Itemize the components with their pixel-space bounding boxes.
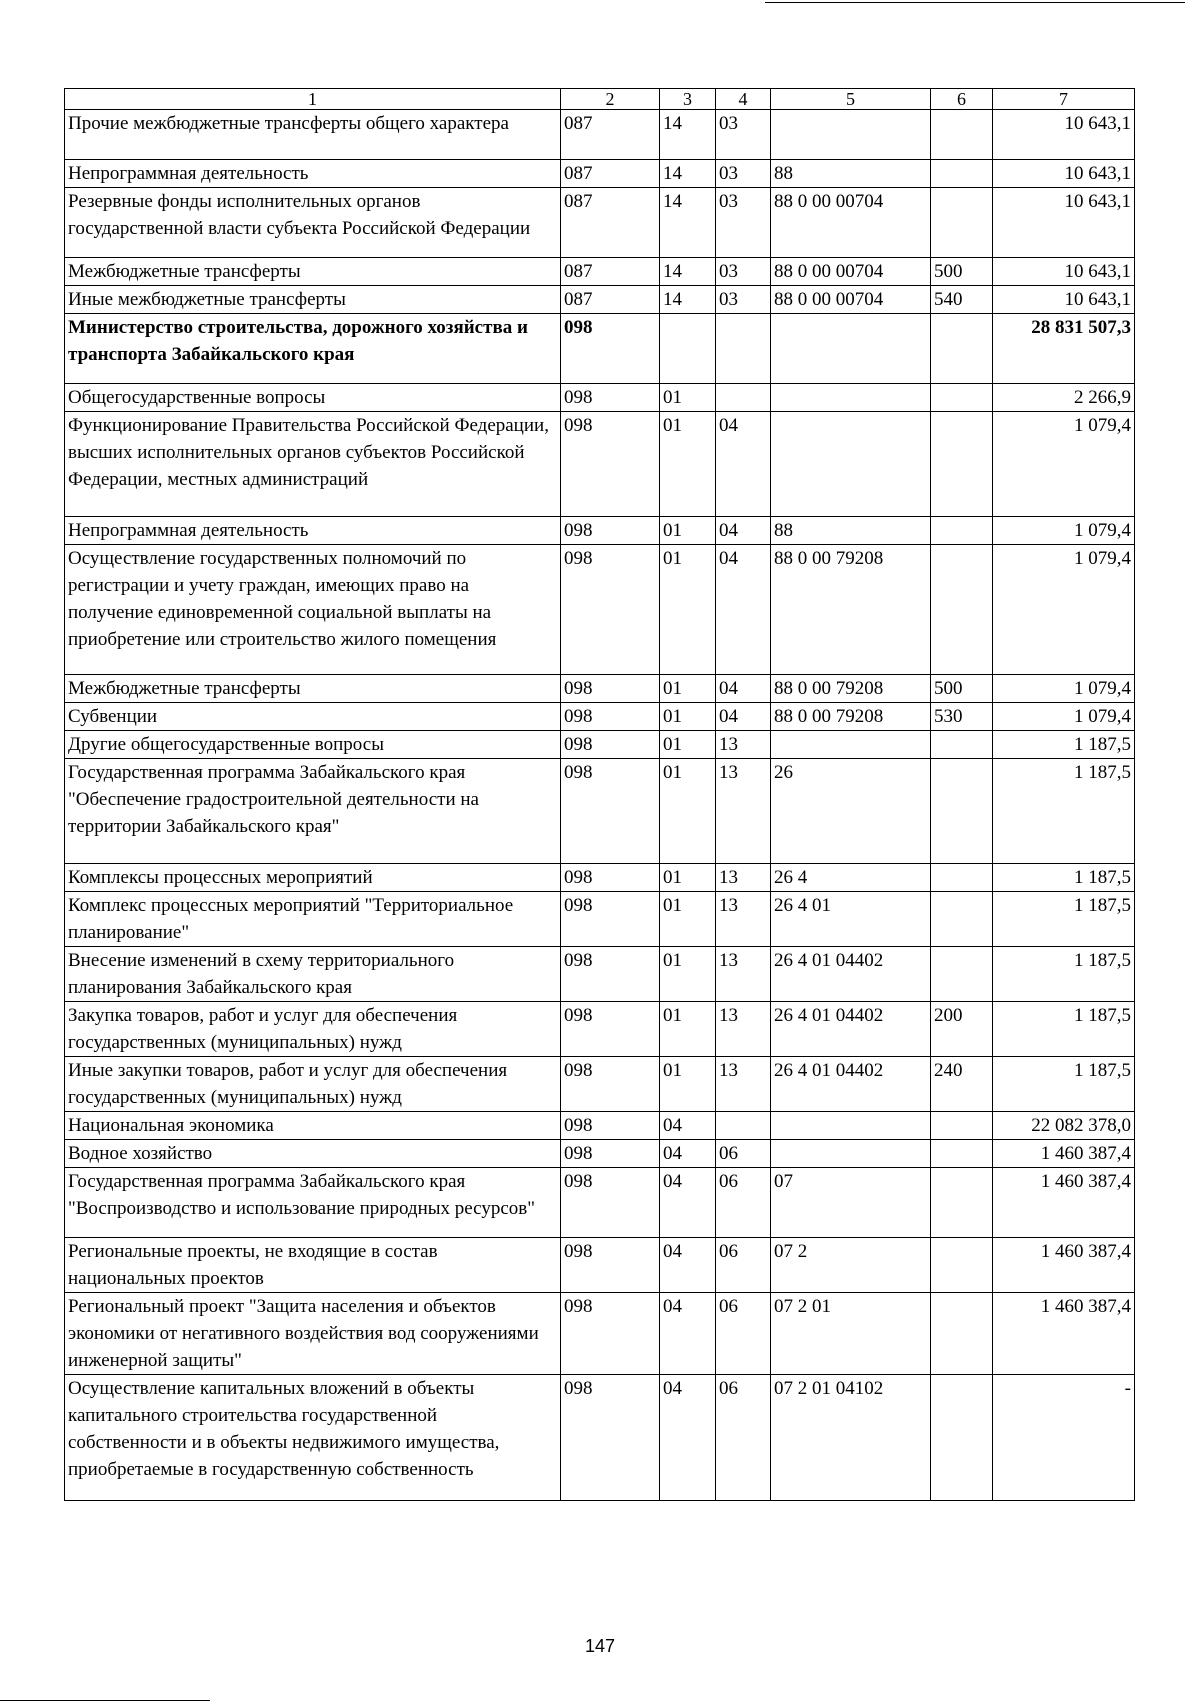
expense-type-cell bbox=[931, 947, 993, 1002]
subsection-code-cell: 03 bbox=[716, 286, 771, 314]
target-article-cell: 26 bbox=[771, 759, 931, 864]
subsection-code-cell: 06 bbox=[716, 1168, 771, 1238]
section-code-cell: 04 bbox=[660, 1238, 716, 1293]
section-code-cell: 04 bbox=[660, 1293, 716, 1375]
amount-cell: 10 643,1 bbox=[993, 160, 1135, 188]
table-row bbox=[65, 892, 1135, 947]
amount-cell: 1 187,5 bbox=[993, 1057, 1135, 1112]
item-name-cell: Осуществление капитальных вложений в объекты капитального строительства государственной собственности и в объекты недвижимого имущества, приобретаемые в государственную собственность bbox=[65, 1375, 561, 1501]
section-code-cell: 14 bbox=[660, 258, 716, 286]
expense-type-cell bbox=[931, 731, 993, 759]
subsection-code-cell: 04 bbox=[716, 675, 771, 703]
ministry-code-cell: 098 bbox=[561, 759, 660, 864]
amount-cell: 28 831 507,3 bbox=[993, 314, 1135, 384]
amount-cell: 1 460 387,4 bbox=[993, 1293, 1135, 1375]
ministry-code-cell: 098 bbox=[561, 1293, 660, 1375]
amount-cell: 1 079,4 bbox=[993, 412, 1135, 517]
ministry-code-cell: 087 bbox=[561, 258, 660, 286]
table-row bbox=[65, 675, 1135, 703]
target-article-cell: 07 2 01 04102 bbox=[771, 1375, 931, 1501]
table-row bbox=[65, 1140, 1135, 1168]
amount-cell: 1 079,4 bbox=[993, 545, 1135, 675]
item-name-cell: Государственная программа Забайкальского края "Воспроизводство и использование природных ресурсов" bbox=[65, 1168, 561, 1238]
table-row bbox=[65, 864, 1135, 892]
col-header-2: 2 bbox=[561, 89, 660, 110]
item-name-cell: Непрограммная деятельность bbox=[65, 160, 561, 188]
budget-table bbox=[64, 88, 1135, 1501]
amount-cell: 1 187,5 bbox=[993, 731, 1135, 759]
section-code-cell: 01 bbox=[660, 947, 716, 1002]
target-article-cell: 26 4 bbox=[771, 864, 931, 892]
ministry-code-cell: 098 bbox=[561, 675, 660, 703]
target-article-cell: 26 4 01 04402 bbox=[771, 1002, 931, 1057]
item-name-cell: Межбюджетные трансферты bbox=[65, 258, 561, 286]
ministry-code-cell: 087 bbox=[561, 286, 660, 314]
target-article-cell bbox=[771, 412, 931, 517]
amount-cell: 1 187,5 bbox=[993, 759, 1135, 864]
target-article-cell: 88 0 00 79208 bbox=[771, 703, 931, 731]
section-code-cell: 04 bbox=[660, 1168, 716, 1238]
ministry-code-cell: 098 bbox=[561, 1168, 660, 1238]
item-name-cell: Субвенции bbox=[65, 703, 561, 731]
table-row bbox=[65, 412, 1135, 517]
expense-type-cell bbox=[931, 1112, 993, 1140]
item-name-cell: Функционирование Правительства Российской Федерации, высших исполнительных органов субъектов Российской Федерации, местных администраций bbox=[65, 412, 561, 517]
subsection-code-cell: 06 bbox=[716, 1140, 771, 1168]
amount-cell: 1 187,5 bbox=[993, 864, 1135, 892]
table-row bbox=[65, 314, 1135, 384]
subsection-code-cell bbox=[716, 384, 771, 412]
target-article-cell: 07 bbox=[771, 1168, 931, 1238]
amount-cell: 1 460 387,4 bbox=[993, 1238, 1135, 1293]
page-number: 147 bbox=[584, 1636, 616, 1656]
section-code-cell: 04 bbox=[660, 1140, 716, 1168]
target-article-cell: 88 0 00 79208 bbox=[771, 545, 931, 675]
section-code-cell: 01 bbox=[660, 892, 716, 947]
col-header-3: 3 bbox=[660, 89, 716, 110]
subsection-code-cell: 13 bbox=[716, 892, 771, 947]
item-name-cell: Прочие межбюджетные трансферты общего характера bbox=[65, 110, 561, 160]
expense-type-cell bbox=[931, 1238, 993, 1293]
amount-cell: 10 643,1 bbox=[993, 286, 1135, 314]
amount-cell: 10 643,1 bbox=[993, 110, 1135, 160]
col-header-1: 1 bbox=[65, 89, 561, 110]
ministry-code-cell: 087 bbox=[561, 160, 660, 188]
section-code-cell: 01 bbox=[660, 731, 716, 759]
target-article-cell: 88 0 00 00704 bbox=[771, 286, 931, 314]
subsection-code-cell: 13 bbox=[716, 864, 771, 892]
subsection-code-cell: 13 bbox=[716, 731, 771, 759]
section-code-cell: 04 bbox=[660, 1112, 716, 1140]
table-row bbox=[65, 947, 1135, 1002]
amount-cell: 10 643,1 bbox=[993, 188, 1135, 258]
item-name-cell: Комплекс процессных мероприятий "Территориальное планирование" bbox=[65, 892, 561, 947]
target-article-cell bbox=[771, 314, 931, 384]
section-code-cell: 01 bbox=[660, 545, 716, 675]
amount-cell: 22 082 378,0 bbox=[993, 1112, 1135, 1140]
table-row bbox=[65, 1057, 1135, 1112]
amount-cell: - bbox=[993, 1375, 1135, 1501]
table-row bbox=[65, 703, 1135, 731]
table-row bbox=[65, 110, 1135, 160]
col-header-4: 4 bbox=[716, 89, 771, 110]
item-name-cell: Другие общегосударственные вопросы bbox=[65, 731, 561, 759]
ministry-code-cell: 098 bbox=[561, 384, 660, 412]
target-article-cell: 26 4 01 04402 bbox=[771, 947, 931, 1002]
expense-type-cell bbox=[931, 759, 993, 864]
column-number-row bbox=[65, 89, 1135, 110]
ministry-code-cell: 098 bbox=[561, 731, 660, 759]
expense-type-cell bbox=[931, 545, 993, 675]
target-article-cell: 88 0 00 00704 bbox=[771, 188, 931, 258]
target-article-cell: 88 bbox=[771, 517, 931, 545]
table-row bbox=[65, 1112, 1135, 1140]
ministry-code-cell: 098 bbox=[561, 1057, 660, 1112]
target-article-cell: 26 4 01 bbox=[771, 892, 931, 947]
table-row bbox=[65, 545, 1135, 675]
expense-type-cell: 500 bbox=[931, 675, 993, 703]
table-row bbox=[65, 1375, 1135, 1501]
ministry-code-cell: 098 bbox=[561, 1112, 660, 1140]
target-article-cell bbox=[771, 1112, 931, 1140]
section-code-cell: 01 bbox=[660, 517, 716, 545]
ministry-code-cell: 087 bbox=[561, 110, 660, 160]
amount-cell: 1 187,5 bbox=[993, 892, 1135, 947]
ministry-code-cell: 098 bbox=[561, 1238, 660, 1293]
expense-type-cell bbox=[931, 314, 993, 384]
subsection-code-cell bbox=[716, 1112, 771, 1140]
item-name-cell: Региональный проект "Защита населения и объектов экономики от негативного воздействия вод сооружениями инженерной защиты" bbox=[65, 1293, 561, 1375]
ministry-code-cell: 098 bbox=[561, 703, 660, 731]
subsection-code-cell: 13 bbox=[716, 759, 771, 864]
item-name-cell: Закупка товаров, работ и услуг для обеспечения государственных (муниципальных) нужд bbox=[65, 1002, 561, 1057]
section-code-cell: 04 bbox=[660, 1375, 716, 1501]
item-name-cell: Непрограммная деятельность bbox=[65, 517, 561, 545]
section-code-cell: 01 bbox=[660, 1057, 716, 1112]
target-article-cell: 26 4 01 04402 bbox=[771, 1057, 931, 1112]
item-name-cell: Водное хозяйство bbox=[65, 1140, 561, 1168]
ministry-code-cell: 098 bbox=[561, 517, 660, 545]
expense-type-cell: 540 bbox=[931, 286, 993, 314]
amount-cell: 1 187,5 bbox=[993, 1002, 1135, 1057]
amount-cell: 1 187,5 bbox=[993, 947, 1135, 1002]
table-row bbox=[65, 759, 1135, 864]
amount-cell: 1 079,4 bbox=[993, 517, 1135, 545]
section-code-cell: 01 bbox=[660, 864, 716, 892]
expense-type-cell bbox=[931, 384, 993, 412]
section-code-cell: 01 bbox=[660, 384, 716, 412]
ministry-code-cell: 087 bbox=[561, 188, 660, 258]
subsection-code-cell: 13 bbox=[716, 1002, 771, 1057]
ministry-code-cell: 098 bbox=[561, 314, 660, 384]
top-rule bbox=[765, 2, 1185, 3]
amount-cell: 1 079,4 bbox=[993, 675, 1135, 703]
item-name-cell: Государственная программа Забайкальского края "Обеспечение градостроительной деятельности на территории Забайкальского края" bbox=[65, 759, 561, 864]
amount-cell: 1 460 387,4 bbox=[993, 1168, 1135, 1238]
expense-type-cell bbox=[931, 412, 993, 517]
expense-type-cell bbox=[931, 160, 993, 188]
section-code-cell: 01 bbox=[660, 412, 716, 517]
target-article-cell bbox=[771, 110, 931, 160]
expense-type-cell bbox=[931, 1168, 993, 1238]
bottom-rule bbox=[0, 1700, 210, 1701]
table-row bbox=[65, 1002, 1135, 1057]
item-name-cell: Комплексы процессных мероприятий bbox=[65, 864, 561, 892]
amount-cell: 2 266,9 bbox=[993, 384, 1135, 412]
ministry-code-cell: 098 bbox=[561, 1002, 660, 1057]
section-code-cell: 01 bbox=[660, 703, 716, 731]
table-row bbox=[65, 517, 1135, 545]
amount-cell: 10 643,1 bbox=[993, 258, 1135, 286]
subsection-code-cell: 03 bbox=[716, 188, 771, 258]
subsection-code-cell: 03 bbox=[716, 160, 771, 188]
col-header-6: 6 bbox=[931, 89, 993, 110]
subsection-code-cell: 13 bbox=[716, 1057, 771, 1112]
ministry-code-cell: 098 bbox=[561, 1140, 660, 1168]
target-article-cell: 88 0 00 79208 bbox=[771, 675, 931, 703]
expense-type-cell: 240 bbox=[931, 1057, 993, 1112]
target-article-cell bbox=[771, 1140, 931, 1168]
ministry-code-cell: 098 bbox=[561, 892, 660, 947]
table-row bbox=[65, 731, 1135, 759]
target-article-cell: 88 bbox=[771, 160, 931, 188]
subsection-code-cell: 04 bbox=[716, 545, 771, 675]
expense-type-cell bbox=[931, 1293, 993, 1375]
expense-type-cell bbox=[931, 864, 993, 892]
section-code-cell: 01 bbox=[660, 759, 716, 864]
expense-type-cell: 530 bbox=[931, 703, 993, 731]
subsection-code-cell: 06 bbox=[716, 1238, 771, 1293]
item-name-cell: Межбюджетные трансферты bbox=[65, 675, 561, 703]
subsection-code-cell: 06 bbox=[716, 1375, 771, 1501]
expense-type-cell bbox=[931, 1375, 993, 1501]
item-name-cell: Резервные фонды исполнительных органов государственной власти субъекта Российской Федерации bbox=[65, 188, 561, 258]
col-header-7: 7 bbox=[993, 89, 1135, 110]
section-code-cell bbox=[660, 314, 716, 384]
item-name-cell: Министерство строительства, дорожного хозяйства и транспорта Забайкальского края bbox=[65, 314, 561, 384]
ministry-code-cell: 098 bbox=[561, 545, 660, 675]
table-row bbox=[65, 258, 1135, 286]
item-name-cell: Осуществление государственных полномочий по регистрации и учету граждан, имеющих право на получение единовременной социальной выплаты на приобретение или строительство жилого помещения bbox=[65, 545, 561, 675]
section-code-cell: 01 bbox=[660, 675, 716, 703]
expense-type-cell bbox=[931, 892, 993, 947]
subsection-code-cell: 06 bbox=[716, 1293, 771, 1375]
subsection-code-cell: 04 bbox=[716, 703, 771, 731]
section-code-cell: 14 bbox=[660, 286, 716, 314]
target-article-cell bbox=[771, 384, 931, 412]
section-code-cell: 01 bbox=[660, 1002, 716, 1057]
target-article-cell: 07 2 01 bbox=[771, 1293, 931, 1375]
table-row bbox=[65, 188, 1135, 258]
target-article-cell bbox=[771, 731, 931, 759]
expense-type-cell: 200 bbox=[931, 1002, 993, 1057]
table-row bbox=[65, 1238, 1135, 1293]
table-row bbox=[65, 286, 1135, 314]
subsection-code-cell: 04 bbox=[716, 517, 771, 545]
target-article-cell: 07 2 bbox=[771, 1238, 931, 1293]
table-row bbox=[65, 384, 1135, 412]
amount-cell: 1 079,4 bbox=[993, 703, 1135, 731]
item-name-cell: Общегосударственные вопросы bbox=[65, 384, 561, 412]
table-row bbox=[65, 1168, 1135, 1238]
section-code-cell: 14 bbox=[660, 110, 716, 160]
ministry-code-cell: 098 bbox=[561, 864, 660, 892]
subsection-code-cell: 04 bbox=[716, 412, 771, 517]
subsection-code-cell: 13 bbox=[716, 947, 771, 1002]
item-name-cell: Национальная экономика bbox=[65, 1112, 561, 1140]
subsection-code-cell bbox=[716, 314, 771, 384]
item-name-cell: Иные закупки товаров, работ и услуг для обеспечения государственных (муниципальных) нужд bbox=[65, 1057, 561, 1112]
target-article-cell: 88 0 00 00704 bbox=[771, 258, 931, 286]
ministry-code-cell: 098 bbox=[561, 1375, 660, 1501]
expense-type-cell bbox=[931, 110, 993, 160]
expense-type-cell bbox=[931, 517, 993, 545]
item-name-cell: Иные межбюджетные трансферты bbox=[65, 286, 561, 314]
item-name-cell: Региональные проекты, не входящие в состав национальных проектов bbox=[65, 1238, 561, 1293]
table-row bbox=[65, 160, 1135, 188]
subsection-code-cell: 03 bbox=[716, 258, 771, 286]
col-header-5: 5 bbox=[771, 89, 931, 110]
table-row bbox=[65, 1293, 1135, 1375]
subsection-code-cell: 03 bbox=[716, 110, 771, 160]
amount-cell: 1 460 387,4 bbox=[993, 1140, 1135, 1168]
expense-type-cell bbox=[931, 1140, 993, 1168]
ministry-code-cell: 098 bbox=[561, 947, 660, 1002]
section-code-cell: 14 bbox=[660, 160, 716, 188]
expense-type-cell: 500 bbox=[931, 258, 993, 286]
expense-type-cell bbox=[931, 188, 993, 258]
section-code-cell: 14 bbox=[660, 188, 716, 258]
item-name-cell: Внесение изменений в схему территориального планирования Забайкальского края bbox=[65, 947, 561, 1002]
ministry-code-cell: 098 bbox=[561, 412, 660, 517]
